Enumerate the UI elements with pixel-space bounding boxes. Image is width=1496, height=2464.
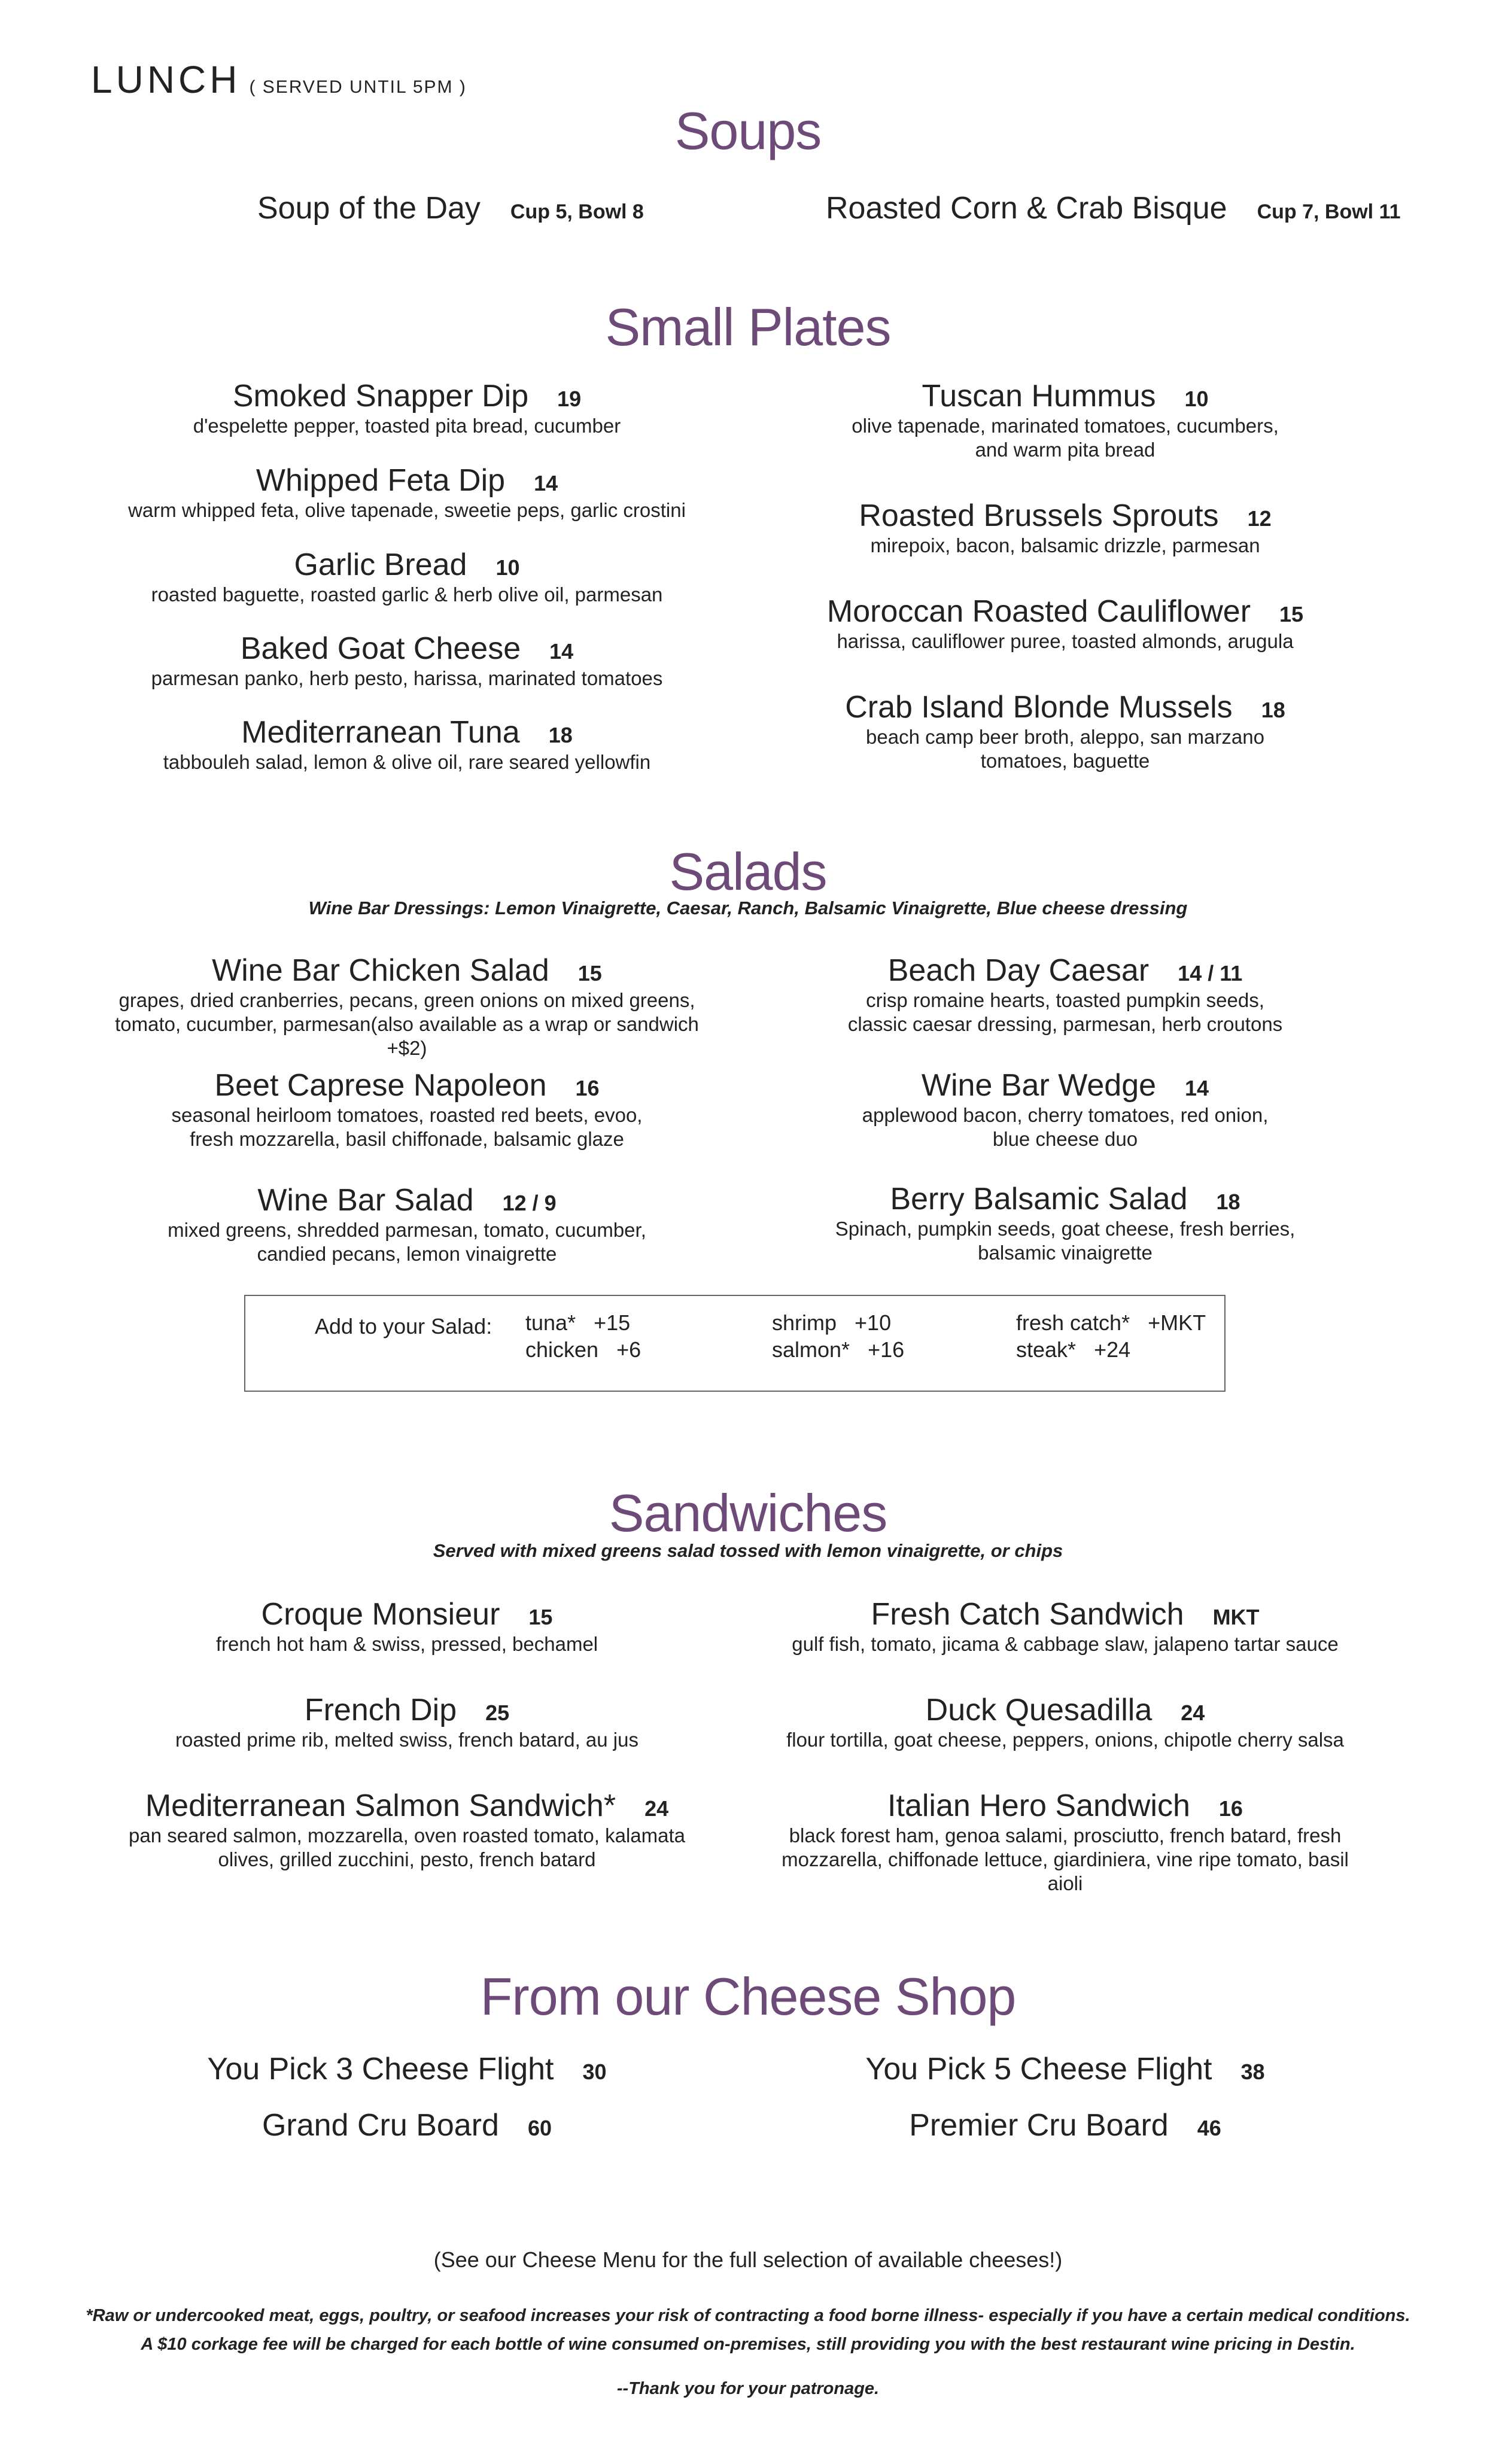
item-description: roasted prime rib, melted swiss, french batard, au jus xyxy=(175,1729,638,1751)
item-description: crisp romaine hearts, toasted pumpkin seeds, xyxy=(866,989,1264,1011)
addon-item: salmon* +16 xyxy=(772,1337,905,1362)
item-price: 18 xyxy=(1261,698,1285,722)
menu-item xyxy=(766,1599,1364,1656)
menu-item xyxy=(108,381,706,438)
item-description: french hot ham & swiss, pressed, bechamel xyxy=(215,1633,598,1655)
item-name: Garlic Bread xyxy=(294,547,467,582)
item-description: roasted baguette, roasted garlic & herb olive oil, parmesan xyxy=(151,583,663,606)
menu-item xyxy=(108,1185,706,1266)
menu-item xyxy=(108,465,706,522)
addon-item: steak* +24 xyxy=(1016,1337,1131,1362)
section-heading-salads: Salads xyxy=(669,842,827,901)
section-heading-cheese-shop: From our Cheese Shop xyxy=(480,1967,1016,2026)
cheese-menu-note: (See our Cheese Menu for the full selection of available cheeses!) xyxy=(433,2247,1063,2272)
menu-title: LUNCH ( SERVED UNTIL 5PM ) xyxy=(91,58,467,101)
item-name: Wine Bar Salad xyxy=(257,1183,474,1218)
item-price: 15 xyxy=(528,1605,553,1629)
item-name: Beet Caprese Napoleon xyxy=(214,1068,547,1103)
item-description: and warm pita bread xyxy=(975,439,1156,461)
section-heading-soups: Soups xyxy=(674,101,822,160)
menu-item xyxy=(108,2054,706,2085)
item-price: 15 xyxy=(1279,602,1304,626)
soup-item xyxy=(826,190,1401,226)
item-description: olives, grilled zucchini, pesto, french batard xyxy=(218,1848,596,1870)
menu-item xyxy=(108,633,706,690)
item-name: Fresh Catch Sandwich xyxy=(871,1597,1184,1632)
item-name: You Pick 3 Cheese Flight xyxy=(207,2052,554,2086)
section-subheading: Wine Bar Dressings: Lemon Vinaigrette, Caesar, Ranch, Balsamic Vinaigrette, Blue cheese dressing xyxy=(308,898,1188,918)
item-price: 10 xyxy=(1184,387,1209,411)
item-price: 15 xyxy=(577,961,602,985)
item-price: 16 xyxy=(1218,1796,1243,1821)
item-name: Tuscan Hummus xyxy=(922,379,1156,413)
menu-item xyxy=(766,2110,1364,2141)
item-name: Crab Island Blonde Mussels xyxy=(845,690,1233,725)
item-name: Beach Day Caesar xyxy=(887,953,1150,988)
item-description: candied pecans, lemon vinaigrette xyxy=(257,1243,557,1265)
menu-item xyxy=(766,2054,1364,2085)
item-description: Spinach, pumpkin seeds, goat cheese, fresh berries, xyxy=(835,1218,1296,1240)
item-price: 60 xyxy=(527,2116,552,2140)
menu-item xyxy=(108,717,706,774)
item-price: 14 / 11 xyxy=(1178,961,1243,985)
item-name: Italian Hero Sandwich xyxy=(887,1788,1190,1823)
section-heading-sandwiches: Sandwiches xyxy=(609,1483,887,1543)
menu-item xyxy=(108,1599,706,1656)
salad-addons-box xyxy=(244,1295,1226,1392)
item-price: Cup 5, Bowl 8 xyxy=(510,200,644,223)
item-price: 18 xyxy=(548,723,573,747)
menu-item xyxy=(766,381,1364,462)
item-price: 46 xyxy=(1197,2116,1221,2140)
addons-label: Add to your Salad: xyxy=(315,1314,492,1339)
item-name: Croque Monsieur xyxy=(261,1597,500,1632)
raw-food-warning: *Raw or undercooked meat, eggs, poultry, or seafood increases your risk of contracting a food borne illness- especially if you have a certain medical conditions. xyxy=(86,2306,1410,2325)
item-description: mixed greens, shredded parmesan, tomato, cucumber, xyxy=(168,1219,646,1241)
item-price: 12 xyxy=(1247,506,1272,531)
item-description: tomatoes, baguette xyxy=(980,750,1150,772)
menu-item xyxy=(766,955,1364,1036)
corkage-note: A $10 corkage fee will be charged for each bottle of wine consumed on-premises, still providing you with the best restaurant wine pricing in Destin. xyxy=(141,2335,1355,2354)
menu-item xyxy=(108,549,706,607)
item-name: Mediterranean Salmon Sandwich* xyxy=(145,1788,616,1823)
item-price: 30 xyxy=(582,2060,607,2084)
item-description: black forest ham, genoa salami, prosciutto, french batard, fresh xyxy=(789,1824,1342,1847)
item-price: 14 xyxy=(534,471,558,495)
item-description: warm whipped feta, olive tapenade, sweetie peps, garlic crostini xyxy=(128,499,686,521)
item-description: fresh mozzarella, basil chiffonade, balsamic glaze xyxy=(190,1128,624,1150)
item-name: Grand Cru Board xyxy=(262,2108,499,2143)
item-description: d'espelette pepper, toasted pita bread, cucumber xyxy=(193,415,621,437)
item-description: harissa, cauliflower puree, toasted almonds, arugula xyxy=(837,630,1294,652)
menu-item xyxy=(766,500,1364,558)
item-description: mozzarella, chiffonade lettuce, giardiniera, vine ripe tomato, basil aioli xyxy=(782,1848,1349,1894)
soup-item xyxy=(257,190,644,226)
section-subheading: Served with mixed greens salad tossed with lemon vinaigrette, or chips xyxy=(433,1540,1063,1561)
item-price: 16 xyxy=(575,1076,600,1100)
item-price: 14 xyxy=(549,639,574,664)
item-description: classic caesar dressing, parmesan, herb croutons xyxy=(847,1013,1283,1035)
thank-you-note: --Thank you for your patronage. xyxy=(616,2379,880,2398)
item-description: blue cheese duo xyxy=(992,1128,1138,1150)
item-price: Cup 7, Bowl 11 xyxy=(1257,200,1401,223)
item-price: MKT xyxy=(1212,1605,1260,1629)
section-heading-small-plates: Small Plates xyxy=(605,297,891,357)
menu-item xyxy=(766,1070,1364,1151)
menu-item xyxy=(108,1695,706,1752)
menu-item xyxy=(766,692,1364,773)
item-description: pan seared salmon, mozzarella, oven roasted tomato, kalamata xyxy=(129,1824,685,1847)
item-price: 38 xyxy=(1240,2060,1265,2084)
menu-item xyxy=(766,1695,1364,1752)
item-price: 19 xyxy=(557,387,582,411)
addon-item: fresh catch* +MKT xyxy=(1016,1310,1206,1335)
item-description: flour tortilla, goat cheese, peppers, onions, chipotle cherry salsa xyxy=(786,1729,1344,1751)
item-price: 18 xyxy=(1216,1190,1240,1214)
menu-item xyxy=(108,955,706,1060)
item-name: Whipped Feta Dip xyxy=(256,463,506,498)
addon-item: shrimp +10 xyxy=(772,1310,892,1335)
item-name: Baked Goat Cheese xyxy=(240,631,521,666)
menu-subtitle: ( SERVED UNTIL 5PM ) xyxy=(249,77,467,97)
item-description: tomato, cucumber, parmesan(also available as a wrap or sandwich +$2) xyxy=(115,1013,699,1059)
addon-item: chicken +6 xyxy=(525,1337,641,1362)
item-name: Wine Bar Chicken Salad xyxy=(212,953,549,988)
menu-item xyxy=(766,1790,1364,1896)
menu-item xyxy=(766,596,1364,653)
item-price: 10 xyxy=(495,555,520,580)
item-description: tabbouleh salad, lemon & olive oil, rare seared yellowfin xyxy=(163,751,651,773)
menu-item xyxy=(108,1790,706,1872)
item-price: 14 xyxy=(1185,1076,1209,1100)
item-name: Berry Balsamic Salad xyxy=(890,1182,1188,1216)
menu-item xyxy=(766,1184,1364,1265)
item-name: French Dip xyxy=(304,1693,457,1727)
item-name: You Pick 5 Cheese Flight xyxy=(865,2052,1212,2086)
item-description: grapes, dried cranberries, pecans, green onions on mixed greens, xyxy=(118,989,695,1011)
item-name: Roasted Brussels Sprouts xyxy=(859,498,1219,533)
item-description: applewood bacon, cherry tomatoes, red onion, xyxy=(862,1104,1269,1126)
item-description: seasonal heirloom tomatoes, roasted red beets, evoo, xyxy=(171,1104,643,1126)
item-description: parmesan panko, herb pesto, harissa, marinated tomatoes xyxy=(151,667,663,689)
item-description: mirepoix, bacon, balsamic drizzle, parmesan xyxy=(870,534,1260,556)
item-name: Moroccan Roasted Cauliflower xyxy=(826,594,1251,629)
item-price: 12 / 9 xyxy=(502,1191,557,1215)
item-name: Roasted Corn & Crab Bisque xyxy=(826,191,1227,226)
item-name: Soup of the Day xyxy=(257,191,481,226)
item-name: Wine Bar Wedge xyxy=(921,1068,1157,1103)
item-description: gulf fish, tomato, jicama & cabbage slaw, jalapeno tartar sauce xyxy=(792,1633,1339,1655)
item-price: 24 xyxy=(644,1796,669,1821)
menu-item xyxy=(108,2110,706,2141)
item-price: 25 xyxy=(485,1701,510,1725)
item-name: Mediterranean Tuna xyxy=(241,715,520,750)
item-description: beach camp beer broth, aleppo, san marzano xyxy=(866,726,1264,748)
item-name: Duck Quesadilla xyxy=(925,1693,1153,1727)
item-name: Premier Cru Board xyxy=(909,2108,1169,2143)
item-name: Smoked Snapper Dip xyxy=(232,379,529,413)
item-description: balsamic vinaigrette xyxy=(978,1242,1153,1264)
menu-item xyxy=(108,1070,706,1151)
item-price: 24 xyxy=(1181,1701,1205,1725)
item-description: olive tapenade, marinated tomatoes, cucumbers, xyxy=(852,415,1279,437)
addon-item: tuna* +15 xyxy=(525,1310,631,1335)
